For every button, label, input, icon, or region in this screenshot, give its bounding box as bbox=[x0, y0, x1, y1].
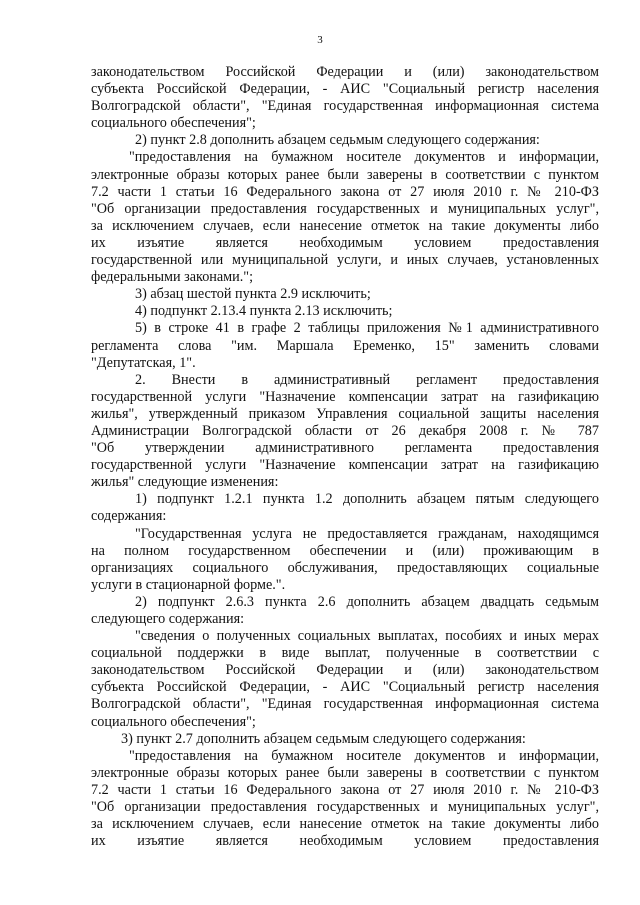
text-line: следующего содержания: bbox=[91, 611, 245, 627]
text-line: "предоставления на бумажном носителе документов и информации, bbox=[129, 747, 599, 764]
text-line: "Депутатская, 1". bbox=[91, 354, 196, 371]
text-line: субъекта Российской Федерации, - АИС "Социальный регистр населения bbox=[91, 679, 599, 696]
text-line: 3) пункт 2.7 дополнить абзацем седьмым следующего содержания: bbox=[121, 730, 526, 747]
text-line: их изъятие является необходимым условием предоставления bbox=[91, 234, 599, 251]
text-line: "Об утверждении административного регламента предоставления bbox=[91, 440, 599, 457]
text-line: 7.2 части 1 статьи 16 Федерального закона от 27 июля 2010 г. № 210-ФЗ bbox=[91, 781, 599, 798]
text-line: "Об организации предоставления государственных и муниципальных услуг", bbox=[91, 200, 599, 217]
text-line: "сведения о полученных социальных выплатах, пособиях и иных мерах bbox=[135, 628, 599, 645]
text-line: социальной поддержки в виде выплат, полученные в соответствии с bbox=[91, 645, 599, 662]
text-line: "Государственная услуга не предоставляется гражданам, находящимся bbox=[135, 525, 599, 542]
text-line: "Об организации предоставления государственных и муниципальных услуг", bbox=[91, 799, 599, 816]
text-line: за исключением случаев, если нанесение отметок на такие документы либо bbox=[91, 816, 599, 833]
text-line: Волгоградской области", "Единая государственная информационная система bbox=[91, 98, 599, 115]
document-body bbox=[91, 64, 599, 850]
text-line: государственной услуги "Назначение компенсации затрат на газификацию bbox=[91, 388, 599, 405]
text-line: государственной услуги "Назначение компенсации затрат на газификацию bbox=[91, 457, 599, 474]
text-line: их изъятие является необходимым условием предоставления bbox=[91, 833, 599, 850]
text-line: законодательством Российской Федерации и (или) законодательством bbox=[91, 662, 599, 679]
text-line: 5) в строке 41 в графе 2 таблицы приложения №1 административного bbox=[135, 320, 599, 337]
text-line: 2) пункт 2.8 дополнить абзацем седьмым следующего содержания: bbox=[135, 132, 540, 149]
text-line: Волгоградской области", "Единая государственная информационная система bbox=[91, 696, 599, 713]
text-line: 3) абзац шестой пункта 2.9 исключить; bbox=[135, 286, 371, 303]
text-line: организациях социального обслуживания, предоставляющих социальные bbox=[91, 559, 599, 576]
text-line: содержания: bbox=[91, 508, 167, 525]
text-line: федеральными законами."; bbox=[91, 269, 254, 286]
text-line: за исключением случаев, если нанесение отметок на такие документы либо bbox=[91, 217, 599, 234]
text-line: на полном государственном обеспечении и (или) проживающим в bbox=[91, 542, 599, 559]
text-line: 1) подпункт 1.2.1 пункта 1.2 дополнить абзацем пятым следующего bbox=[135, 491, 599, 508]
text-line: регламента слова "им. Маршала Еременко, 15" заменить словами bbox=[91, 337, 599, 354]
text-line: государственной или муниципальной услуги, и иных случаев, установленных bbox=[91, 252, 599, 269]
text-line: социального обеспечения"; bbox=[91, 713, 256, 730]
text-line: 2) подпункт 2.6.3 пункта 2.6 дополнить абзацем двадцать седьмым bbox=[135, 593, 599, 610]
text-line: 7.2 части 1 статьи 16 Федерального закона от 27 июля 2010 г. № 210-ФЗ bbox=[91, 183, 599, 200]
text-line: законодательством Российской Федерации и (или) законодательством bbox=[91, 64, 599, 80]
text-line: "предоставления на бумажном носителе документов и информации, bbox=[129, 149, 599, 166]
text-line: 2. Внести в административный регламент предоставления bbox=[135, 371, 599, 388]
text-line: жилья" следующие изменения: bbox=[91, 474, 279, 491]
page-number: 3 bbox=[317, 34, 323, 46]
text-line: электронные образы которых ранее были заверены в соответствии с пунктом bbox=[91, 764, 599, 781]
text-line: электронные образы которых ранее были заверены в соответствии с пунктом bbox=[91, 166, 599, 183]
text-line: услуги в стационарной форме.". bbox=[91, 576, 286, 593]
text-line: субъекта Российской Федерации, - АИС "Социальный регистр населения bbox=[91, 81, 599, 98]
text-line: социального обеспечения"; bbox=[91, 115, 256, 132]
text-line: жилья", утвержденный приказом Управления социальной защиты населения bbox=[91, 405, 599, 422]
text-line: 4) подпункт 2.13.4 пункта 2.13 исключить; bbox=[135, 303, 393, 320]
text-line: Администрации Волгоградской области от 26 декабря 2008 г. № 787 bbox=[91, 422, 599, 439]
